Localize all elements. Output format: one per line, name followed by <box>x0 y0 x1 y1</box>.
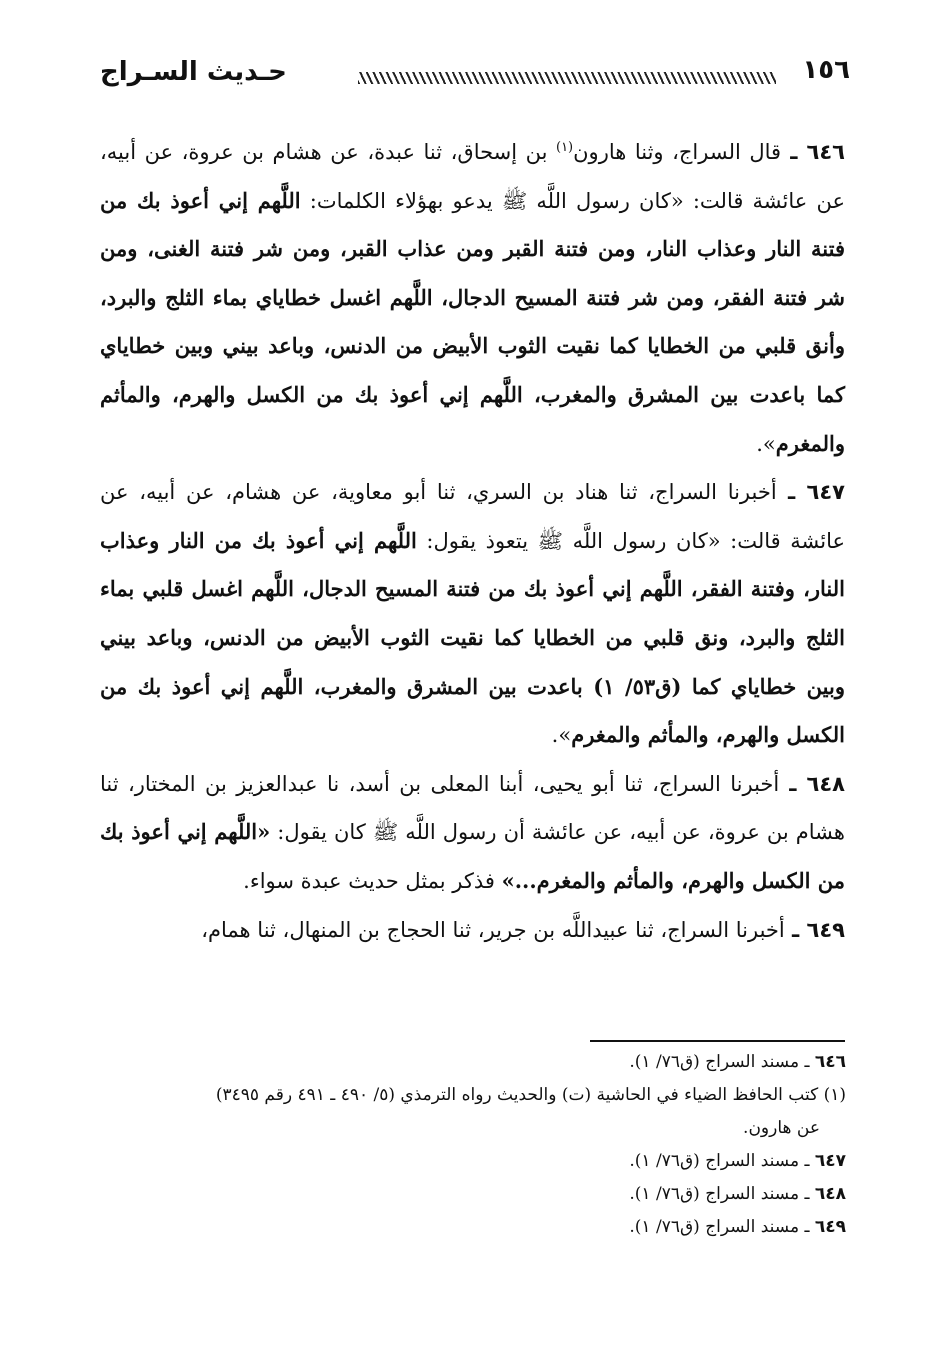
footnote-marker: (١) <box>555 140 574 155</box>
footnote-1-continued <box>90 1112 846 1145</box>
footnote-text: كتب الحافظ الضياء في الحاشية (ت) والحديث رواه الترمذي (٥/ ٤٩٠ ـ ٤٩١ رقم ٣٤٩٥) <box>215 1085 819 1105</box>
footnote-number: (١) <box>823 1085 846 1105</box>
footnote-text: ـ مسند السراج (ق٧٦/ ١). <box>629 1052 810 1072</box>
hadith-isnad: أخبرنا السراج، ثنا عبيداللَّه بن جرير، ثنا الحجاج بن المنهال، ثنا همام، <box>201 917 785 942</box>
hadith-matn: اللَّهم إني أعوذ بك من النار وعذاب النار، وفتنة الفقر، اللَّهم إني أعوذ بك من فتنة المسيح الدجال، اللَّهم اغسل قلبي بماء الثلج والبرد، ونق قلبي من الخطايا كما نقيت الثوب الأبيض من الدنس، وباعد بيني وبين خطاياي كما (ق٥٣/ ١) باعدت بين المشرق والمغرب، اللَّهم إني أعوذ بك من الكسل والهرم، والمأثم والمغرم <box>100 527 845 748</box>
running-title: حـديث السـراج <box>100 57 287 87</box>
hadith-648 <box>100 760 845 906</box>
footnote-text: ـ مسند السراج (ق٧٦/ ١). <box>629 1184 810 1204</box>
hadith-isnad: أخبرنا السراج، ثنا أبو يحيى، أبنا المعلى بن أسد، نا عبدالعزيز بن المختار، ثنا هشام بن عروة، عن أبيه، عن عائشة أن رسول اللَّه ﷺ كان يقول: <box>100 771 845 845</box>
footnote-646 <box>90 1046 846 1079</box>
number-dash: ـ <box>781 140 807 164</box>
hadith-isnad: قال السراج، وثنا هارون <box>573 140 782 164</box>
footnote-1 <box>90 1079 846 1112</box>
hadith-tail: ». <box>551 723 572 748</box>
hadith-number: ٦٤٧ <box>806 480 845 505</box>
hadith-matn: «اللَّهم إني أعوذ بك من الكسل والهرم، والمأثم والمغرم...» <box>100 819 845 893</box>
number-dash: ـ <box>779 771 807 796</box>
hadith-number: ٦٤٨ <box>806 771 845 796</box>
number-dash: ـ <box>776 480 807 505</box>
hadith-646 <box>100 128 845 468</box>
hadith-number: ٦٤٦ <box>806 140 845 164</box>
page-header <box>100 52 850 100</box>
footnote-648 <box>90 1178 846 1211</box>
footnote-649 <box>90 1211 846 1244</box>
hadith-tail: فذكر بمثل حديث عبدة سواء. <box>243 868 502 893</box>
header-hatched-rule <box>358 72 776 84</box>
hadith-647 <box>100 468 845 760</box>
footnote-647 <box>90 1145 846 1178</box>
footnote-text: ـ مسند السراج (ق٧٦/ ١). <box>629 1217 810 1237</box>
footnote-number: ٦٤٧ <box>814 1151 846 1171</box>
footnote-text: عن هارون. <box>743 1118 820 1138</box>
footnote-number: ٦٤٩ <box>814 1217 846 1237</box>
hadith-matn: اللَّهم إني أعوذ بك من فتنة النار وعذاب النار، ومن فتنة القبر ومن عذاب القبر، ومن شر فتنة الغنى، ومن شر فتنة الفقر، ومن شر فتنة المسيح الدجال، اللَّهم اغسل خطاياي بماء الثلج والبرد، وأنق قلبي من الخطايا كما نقيت الثوب الأبيض من الدنس، وباعد بيني وبين خطاياي كما باعدت بين المشرق والمغرب، اللَّهم إني أعوذ بك من الكسل والهرم، والمأثم والمغرم <box>100 187 845 456</box>
footnote-number: ٦٤٨ <box>814 1184 846 1204</box>
footnotes <box>90 1046 846 1244</box>
hadith-number: ٦٤٩ <box>806 917 845 942</box>
hadith-tail: ». <box>756 431 776 456</box>
number-dash: ـ <box>784 917 807 942</box>
footnote-number: ٦٤٦ <box>814 1052 846 1072</box>
footnote-separator <box>590 1040 845 1042</box>
footnote-text: ـ مسند السراج (ق٧٦/ ١). <box>629 1151 810 1171</box>
hadith-isnad-continued: بن إسحاق، ثنا عبدة، عن هشام بن عروة، عن أبيه، عن عائشة قالت: «كان رسول اللَّه ﷺ يدعو بهؤلاء الكلمات: <box>100 140 845 213</box>
main-text <box>100 128 845 954</box>
hadith-649 <box>100 906 845 955</box>
hadith-isnad: أخبرنا السراج، ثنا هناد بن السري، ثنا أبو معاوية، عن هشام، عن أبيه، عن عائشة قالت: «كان رسول اللَّه ﷺ يتعوذ يقول: <box>100 480 845 553</box>
page-number: ١٥٦ <box>802 55 850 85</box>
